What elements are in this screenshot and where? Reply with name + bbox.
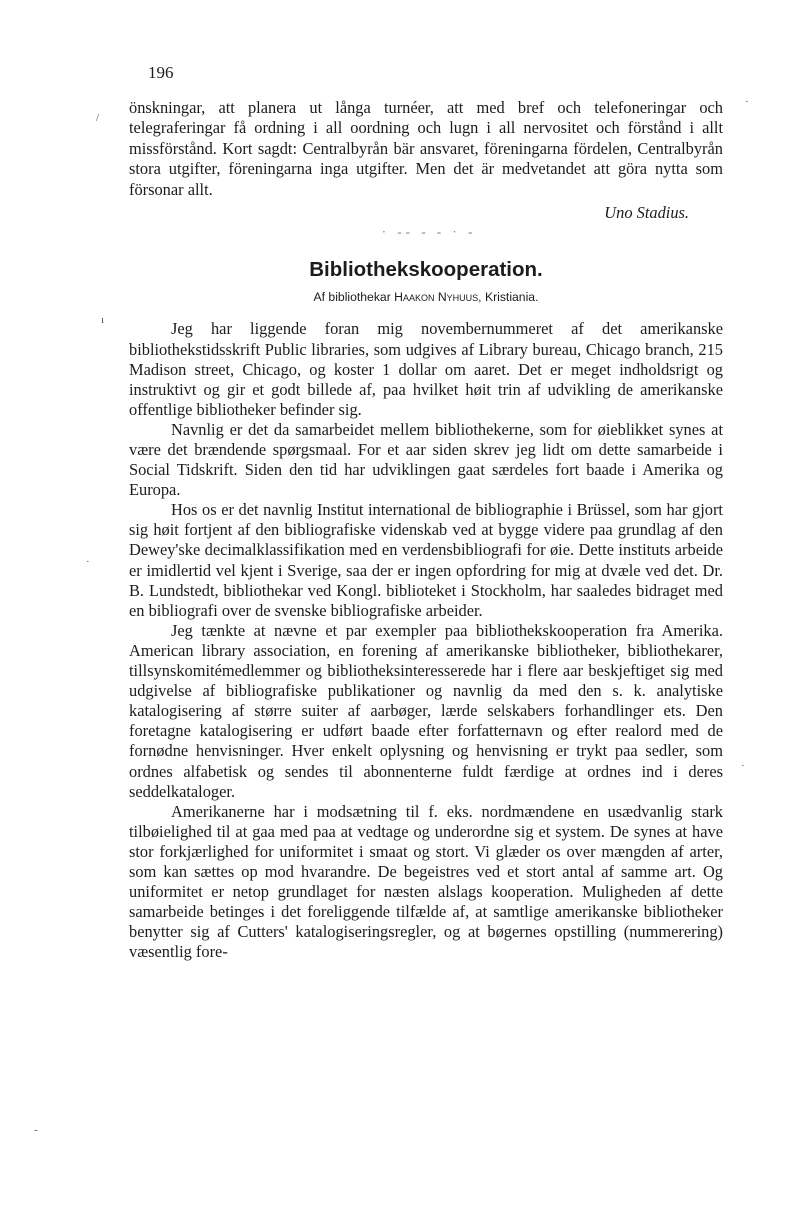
byline-suffix: , Kristiania. (478, 290, 539, 305)
paragraph: Jeg har liggende foran mig novembernummeret af det amerikanske bibliothekstidsskrift Public libraries, som udgives af Library bureau, Chicago branch, 215 Madison street, Chicago, og koster 1 dollar om aaret. Det er meget indholdsrigt og instruktivt og gir et godt billede af, paa hvilket høit trin af udvikling de amerikanske offentlige bibliotheker befinder sig. (129, 319, 723, 419)
previous-article-ending (129, 98, 723, 223)
margin-mark: · (86, 556, 90, 568)
article-body (129, 319, 723, 962)
paragraph: Hos os er det navnlig Institut international de bibliographie i Brüssel, som har gjort sig høit fortjent af den bibliografiske videnskab ved at bygge videre paa grundlag af den Dewey'ske decimalklassifikation med en verdensbibliografi for øie. Dette instituts arbeide er imidlertid vel kjent i Sverige, saa der er ingen opfordring for mig at dvæle ved det. Dr. B. Lundstedt, bibliothekar ved Kongl. biblioteket i Stockholm, har saaledes bidraget med en bibliografi over de svenske bibliografiske arbeider. (129, 500, 723, 620)
margin-mark: ı (101, 314, 105, 326)
margin-mark: · (745, 96, 749, 108)
margin-mark: · (741, 760, 745, 772)
document-page (129, 62, 723, 962)
page-number: 196 (148, 63, 174, 82)
byline (129, 289, 723, 305)
paragraph: Jeg tænkte at nævne et par exempler paa bibliothekskooperation fra Amerika. American library association, en forening af amerikanske bibliotheker, bibliothekarer, tillsynskomitémedlemmer og bibliotheksinteresserede har i flere aar beskjeftiget sig med udgivelse af bibliografiske publikationer og navnlig da med den s. k. analytiske katalogisering af større suiter af aarbøger, lærde selskabers forhandlinger ets. Den foretagne katalogisering er udført baade efter forfatternavn og efter realord med de fornødne henvisninger. Hver enkelt oplysning og henvisning er trykt paa sedler, som ordnes alfabetisk og sendes til abonnenterne fuldt færdige at ordnes ind i deres seddelkataloger. (129, 620, 723, 801)
byline-prefix: Af bibliothekar (313, 290, 391, 305)
author-signature: Uno Stadius. (604, 203, 689, 223)
paragraph: Navnlig er det da samarbeidet mellem bibliothekerne, som for øieblikket synes at være det brændende spørgsmaal. For et aar siden skrev jeg lidt om dette samarbeide i Social Tidskrift. Siden den tid har udviklingen gaat særdeles fort baade i Amerika og Europa. (129, 419, 723, 500)
article-title: Bibliothekskooperation. (309, 258, 543, 282)
margin-mark: - (34, 1124, 38, 1136)
margin-mark: / (96, 112, 100, 124)
paragraph: Amerikanerne har i modsætning til f. eks. nordmændene en usædvanlig stark tilbøielighed til at gaa med paa at vedtage og underordne sig et system. De synes at have stor forkjærlighed for uniformitet i smaat og stort. Vi glæder os over mængden af arter, som kan sættes op mod hvarandre. De begeistres ved et stort antal af samme art. Og uniformitet er netop grundlaget for næsten alslags kooperation. Muligheden af dette samarbeide betinges i det foreliggende tilfælde af, at samtlige amerikanske bibliotheker benytter sig af Cutters' katalogiseringsregler, og at bøgernes opstilling (nummerering) væsentlig fore- (129, 801, 723, 962)
paragraph: önskningar, att planera ut långa turnéer, att med bref och telefoneringar och telegraferingar få ordning i all oordning och lugn i all nervositet och förstånd i allt missförstånd. Kort sagdt: Centralbyrån bär ansvaret, föreningarna fördelen, Centralbyrån stora utgifter, föreningarna inga utgifter. Men det är medvetandet att göra nytta som försonar allt. (129, 98, 723, 199)
section-divider: · -- - - · - (381, 224, 477, 240)
byline-author: Haakon Nyhuus (394, 290, 479, 305)
